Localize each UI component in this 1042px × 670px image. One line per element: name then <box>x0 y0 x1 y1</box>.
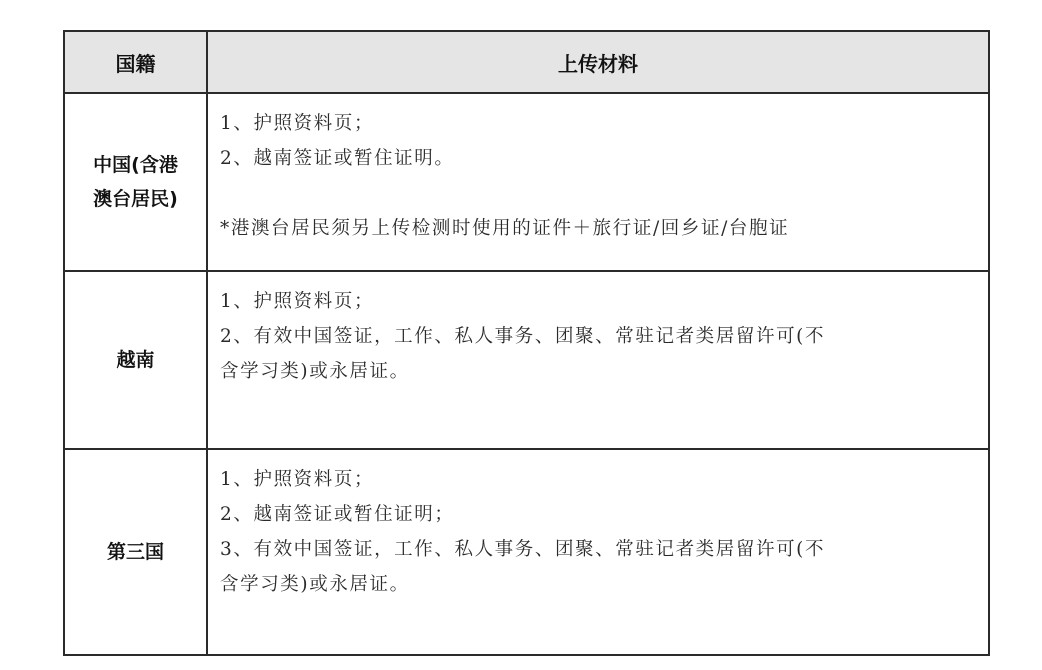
spacer <box>220 176 978 211</box>
material-item: 含学习类)或永居证。 <box>220 574 410 595</box>
nationality-label-line: 第三国 <box>106 541 164 563</box>
material-item: 1、护照资料页； <box>220 469 375 490</box>
materials-cell <box>207 449 989 655</box>
material-item: 2、越南签证或暂住证明。 <box>220 148 455 169</box>
material-item: 2、有效中国签证，工作、私人事务、团聚、常驻记者类居留许可(不 <box>220 326 826 347</box>
table-header-row <box>64 31 989 93</box>
nationality-label-line: 澳台居民) <box>93 188 178 210</box>
materials-cell <box>207 271 989 449</box>
header-materials: 上传材料 <box>207 31 989 93</box>
upload-materials-table <box>63 30 990 656</box>
material-item: 1、护照资料页； <box>220 113 375 134</box>
table-row <box>64 449 989 655</box>
table-row <box>64 271 989 449</box>
table-row <box>64 93 989 271</box>
nationality-label-line: 越南 <box>116 349 155 371</box>
material-item: 3、有效中国签证，工作、私人事务、团聚、常驻记者类居留许可(不 <box>220 539 826 560</box>
nationality-cell <box>64 449 207 655</box>
material-item: 2、越南签证或暂住证明； <box>220 504 455 525</box>
material-item: 含学习类)或永居证。 <box>220 361 410 382</box>
material-item: 1、护照资料页； <box>220 291 375 312</box>
nationality-label-line: 中国(含港 <box>93 154 178 176</box>
material-note: *港澳台居民须另上传检测时使用的证件＋旅行证/回乡证/台胞证 <box>220 218 790 239</box>
nationality-cell <box>64 271 207 449</box>
header-nationality: 国籍 <box>64 31 207 93</box>
materials-cell <box>207 93 989 271</box>
nationality-cell <box>64 93 207 271</box>
